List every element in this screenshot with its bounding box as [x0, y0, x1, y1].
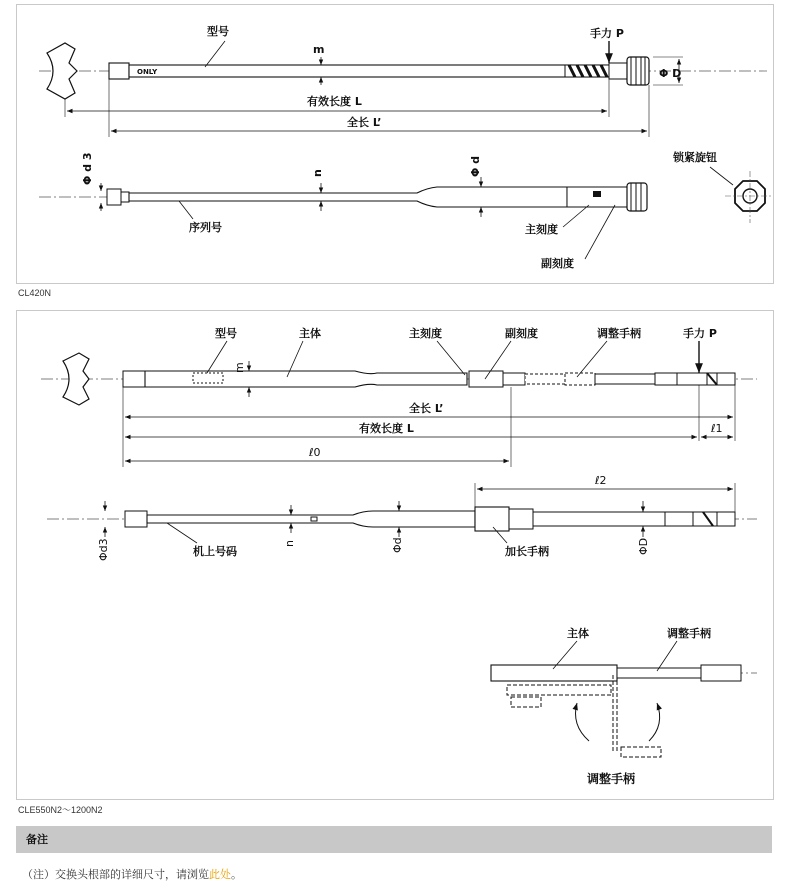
- label-n-2: n: [283, 540, 296, 547]
- label-effective-length: 有效长度 L: [307, 95, 362, 108]
- handle-knob-side: [627, 183, 647, 211]
- diagram-panel-cle550n2: [16, 310, 774, 800]
- label-n: n: [311, 169, 324, 177]
- label-sub-scale: 副刻度: [541, 257, 574, 270]
- wrench-body-top: [129, 65, 609, 77]
- label-adjust-handle: 调整手柄: [597, 327, 641, 340]
- extension-handle-body: [475, 507, 509, 531]
- label-phi-D-2: ΦD: [637, 537, 650, 555]
- label-m: m: [313, 43, 325, 56]
- note-link[interactable]: 此处: [209, 868, 231, 881]
- label-main-scale: 主刻度: [525, 223, 558, 236]
- handle-knob-top: [627, 57, 649, 85]
- label-phi-d-2: Φd: [391, 537, 404, 553]
- label-phi-d3: Φ d 3: [81, 152, 94, 185]
- label-lock-knob: 锁紧旋钮: [673, 151, 717, 164]
- inset-label-adjust-handle-bottom: 调整手柄: [587, 772, 636, 786]
- torque-wrench-diagram-2: [17, 311, 773, 799]
- note-text: （注）交换头根部的详细尺寸，请浏览此处。: [22, 868, 242, 881]
- diagram-panel-cl420n: [16, 4, 774, 284]
- adjust-handle-inset: [491, 626, 757, 786]
- lock-knob-end-view: [725, 171, 773, 223]
- label-l2: ℓ2: [595, 474, 607, 487]
- inset-label-body: 主体: [567, 627, 589, 640]
- label-machine-number: 机上号码: [193, 545, 237, 558]
- torque-wrench-diagram-1: [17, 5, 773, 283]
- wrench-head-top: [47, 43, 77, 99]
- label-phi-D: Φ D: [659, 67, 682, 80]
- label-main-scale-2: 主刻度: [409, 327, 442, 340]
- svg-text:ONLY: ONLY: [137, 68, 158, 76]
- label-sub-scale-2: 副刻度: [505, 327, 538, 340]
- label-model: 型号: [207, 25, 229, 38]
- notes-header: 备注: [16, 826, 772, 853]
- label-extension-handle: 加长手柄: [505, 545, 549, 558]
- label-l1: ℓ1: [711, 422, 723, 435]
- caption-cle550n2: CLE550N2～1200N2: [18, 805, 103, 815]
- label-serial: 序列号: [189, 221, 222, 234]
- label-m-2: m: [233, 362, 246, 373]
- label-l0: ℓ0: [309, 446, 321, 459]
- label-total-length-2: 全长 L’: [409, 402, 444, 415]
- label-handle-force: 手力 P: [590, 27, 624, 40]
- label-phi-d3-2: Φd3: [97, 538, 110, 561]
- label-effective-length-2: 有效长度 L: [359, 422, 414, 435]
- wrench-body-side: [129, 187, 567, 207]
- label-phi-d: Φ d: [469, 155, 482, 177]
- label-handle-force-2: 手力 P: [683, 327, 717, 340]
- label-model-2: 型号: [215, 327, 237, 340]
- label-body: 主体: [299, 327, 321, 340]
- inset-label-adjust-handle: 调整手柄: [667, 627, 711, 640]
- label-total-length: 全长 L’: [347, 116, 382, 129]
- caption-cl420n: CL420N: [18, 288, 52, 298]
